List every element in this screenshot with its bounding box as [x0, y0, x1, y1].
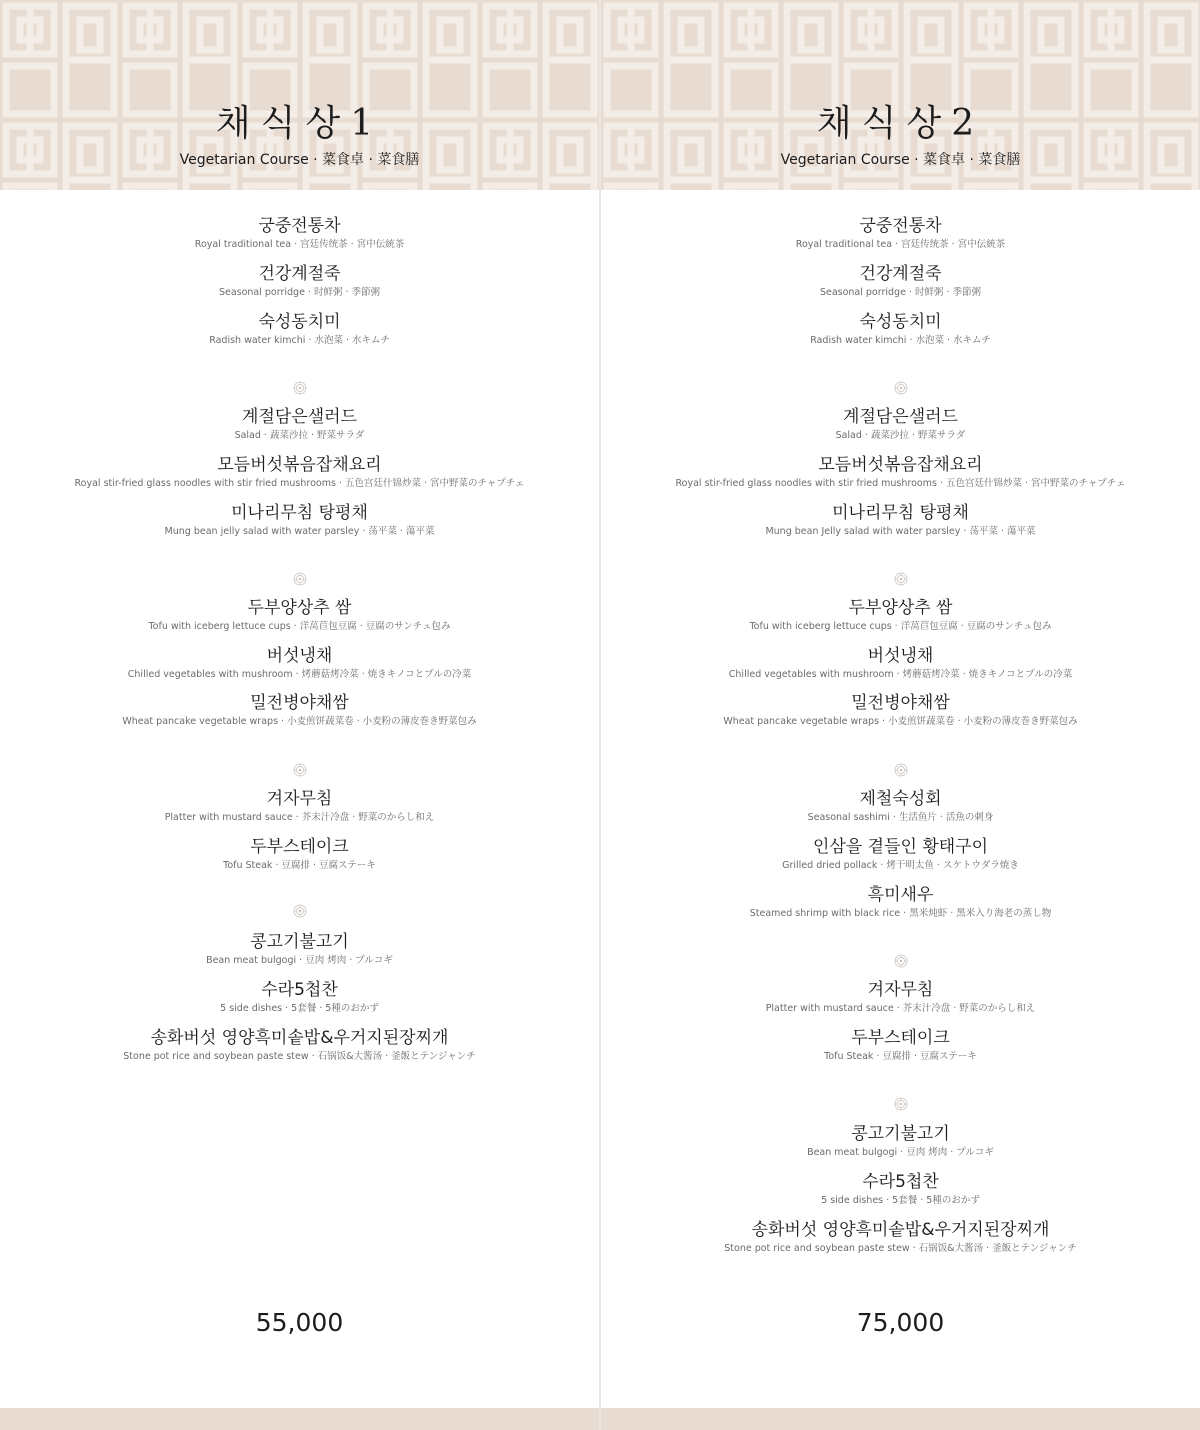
menu-page-right [601, 0, 1200, 1430]
dish-name-korean: 숙성동치미 [859, 312, 942, 332]
menu-item [601, 836, 1200, 872]
dish-translation: Wheat pancake vegetable wraps · 小麦煎饼蔬菜卷 · 小麦粉の薄皮巻き野菜包み [122, 716, 477, 727]
menu-item [601, 454, 1200, 490]
course-price: 55,000 [255, 1308, 344, 1337]
dish-translation: Tofu with iceberg lettuce cups · 洋莴苣包豆腐 · 豆腐のサンチュ包み [749, 621, 1052, 632]
menu-item [601, 788, 1200, 824]
dish-name-korean: 흑미새우 [867, 885, 934, 905]
dish-name-korean: 제철숙성회 [859, 789, 942, 809]
dish-translation: Chilled vegetables with mushroom · 烤蘑菇烤冷菜 · 焼きキノコとプルの冷菜 [127, 669, 472, 680]
dish-translation: Seasonal porridge · 时鲜粥 · 季節粥 [819, 287, 982, 298]
menu-item [0, 215, 599, 251]
dish-name-korean: 숙성동치미 [258, 312, 341, 332]
menu-item [0, 263, 599, 299]
course-subtitle: Vegetarian Course · 菜食卓 · 菜食膳 [179, 152, 420, 168]
menu-item [601, 406, 1200, 442]
menu-item [601, 645, 1200, 681]
course-subtitle: Vegetarian Course · 菜食卓 · 菜食膳 [780, 152, 1021, 168]
dish-name-korean: 콩고기불고기 [250, 932, 349, 952]
menu-item [601, 692, 1200, 728]
dish-translation: Grilled dried pollack · 烤干明太鱼 · スケトウダラ焼き [782, 860, 1019, 871]
menu-item [0, 931, 599, 967]
dish-name-korean: 수라5첩찬 [261, 980, 338, 1000]
menu-item [601, 215, 1200, 251]
menu-item [601, 1123, 1200, 1159]
dish-name-korean: 두부양상추 쌈 [247, 598, 352, 618]
dish-translation: Salad · 蔬菜沙拉 · 野菜サラダ [835, 430, 966, 441]
flower-medallion-icon [894, 954, 908, 968]
page-footer-band [601, 1408, 1200, 1430]
dish-translation: 5 side dishes · 5套餐 · 5種のおかず [220, 1003, 379, 1014]
dish-name-korean: 계절담은샐러드 [843, 407, 958, 427]
menu-item [0, 1027, 599, 1063]
dish-translation: Seasonal sashimi · 生活鱼片 · 活魚の刺身 [807, 812, 994, 823]
menu-item [601, 884, 1200, 920]
dish-translation: Salad · 蔬菜沙拉 · 野菜サラダ [234, 430, 365, 441]
dish-name-korean: 겨자무침 [266, 789, 333, 809]
course-title: 채식상2 [816, 103, 985, 144]
course-price: 75,000 [856, 1308, 945, 1337]
dish-name-korean: 미나리무침 탕평채 [231, 503, 368, 523]
flower-medallion-icon [894, 381, 908, 395]
dish-name-korean: 송화버섯 영양흑미솥밥&우거지된장찌개 [751, 1220, 1050, 1240]
menu-item [0, 597, 599, 633]
menu-item [0, 454, 599, 490]
menu-item [0, 311, 599, 347]
dish-translation: Tofu Steak · 豆腐排 · 豆腐ステーキ [223, 860, 376, 871]
dish-translation: Seasonal porridge · 时鲜粥 · 季節粥 [218, 287, 381, 298]
dish-translation: 5 side dishes · 5套餐 · 5種のおかず [821, 1195, 980, 1206]
dish-translation: Bean meat bulgogi · 豆肉 烤肉 · プルコギ [807, 1147, 994, 1158]
dish-translation: Chilled vegetables with mushroom · 烤蘑菇烤冷菜 · 焼きキノコとプルの冷菜 [728, 669, 1073, 680]
dish-name-korean: 궁중전통차 [258, 216, 341, 236]
dish-translation: Stone pot rice and soybean paste stew · 石锅饭&大酱汤 · 釜飯とテンジャンチ [724, 1243, 1077, 1254]
dish-name-korean: 계절담은샐러드 [242, 407, 357, 427]
menu-page-left [0, 0, 599, 1430]
dish-name-korean: 궁중전통차 [859, 216, 942, 236]
dish-name-korean: 건강계절죽 [258, 264, 341, 284]
dish-translation: Radish water kimchi · 水泡菜 · 水キムチ [810, 335, 991, 346]
flower-medallion-icon [894, 1097, 908, 1111]
dish-name-korean: 콩고기불고기 [851, 1124, 950, 1144]
dish-name-korean: 미나리무침 탕평채 [832, 503, 969, 523]
menu-item [601, 1219, 1200, 1255]
dish-translation: Tofu Steak · 豆腐排 · 豆腐ステーキ [824, 1051, 977, 1062]
dish-name-korean: 밀전병야채쌈 [250, 693, 349, 713]
page-header [601, 0, 1200, 190]
dish-name-korean: 두부양상추 쌈 [848, 598, 953, 618]
dish-translation: Platter with mustard sauce · 芥末汁冷盘 · 野菜のからし和え [765, 1003, 1036, 1014]
dish-name-korean: 모듬버섯볶음잡채요리 [217, 455, 382, 475]
dish-translation: Wheat pancake vegetable wraps · 小麦煎饼蔬菜卷 · 小麦粉の薄皮巻き野菜包み [723, 716, 1078, 727]
menu-item [0, 788, 599, 824]
menu-item [601, 1027, 1200, 1063]
menu-item [0, 502, 599, 538]
dish-name-korean: 인삼을 곁들인 황태구이 [812, 837, 989, 857]
dish-name-korean: 밀전병야채쌈 [851, 693, 950, 713]
menu-item [0, 979, 599, 1015]
menu-item [0, 836, 599, 872]
dish-translation: Tofu with iceberg lettuce cups · 洋莴苣包豆腐 · 豆腐のサンチュ包み [148, 621, 451, 632]
flower-medallion-icon [894, 572, 908, 586]
dish-translation: Royal stir-fried glass noodles with stir fried mushrooms · 五色宫廷什锦炒菜 · 宮中野菜のチャプチェ [675, 478, 1126, 489]
dish-translation: Royal stir-fried glass noodles with stir fried mushrooms · 五色宫廷什锦炒菜 · 宮中野菜のチャプチェ [74, 478, 525, 489]
dish-name-korean: 수라5첩찬 [862, 1172, 939, 1192]
dish-name-korean: 버섯냉채 [867, 646, 934, 666]
menu-item [601, 502, 1200, 538]
dish-translation: Steamed shrimp with black rice · 黑米炖虾 · 黑米入り海老の蒸し物 [749, 908, 1052, 919]
menu-item [601, 1171, 1200, 1207]
flower-medallion-icon [894, 763, 908, 777]
dish-name-korean: 겨자무침 [867, 980, 934, 1000]
flower-medallion-icon [293, 572, 307, 586]
dish-translation: Royal traditional tea · 宫廷传统茶 · 宮中伝統茶 [194, 239, 405, 250]
menu-item [0, 645, 599, 681]
dish-translation: Mung bean Jelly salad with water parsley · 荡平菜 · 蕩平菜 [765, 526, 1036, 537]
menu-item [601, 597, 1200, 633]
menu-item [601, 979, 1200, 1015]
dish-name-korean: 두부스테이크 [851, 1028, 950, 1048]
dish-translation: Bean meat bulgogi · 豆肉 烤肉 · プルコギ [206, 955, 393, 966]
dish-name-korean: 송화버섯 영양흑미솥밥&우거지된장찌개 [150, 1028, 449, 1048]
flower-medallion-icon [293, 381, 307, 395]
dish-translation: Stone pot rice and soybean paste stew · 石锅饭&大酱汤 · 釜飯とテンジャンチ [123, 1051, 476, 1062]
flower-medallion-icon [293, 763, 307, 777]
dish-name-korean: 모듬버섯볶음잡채요리 [818, 455, 983, 475]
page-footer-band [0, 1408, 599, 1430]
dish-translation: Royal traditional tea · 宫廷传统茶 · 宮中伝統茶 [795, 239, 1006, 250]
dish-translation: Platter with mustard sauce · 芥末汁冷盘 · 野菜のからし和え [164, 812, 435, 823]
menu-item [0, 692, 599, 728]
menu-item [0, 406, 599, 442]
page-header [0, 0, 599, 190]
flower-medallion-icon [293, 904, 307, 918]
course-title: 채식상1 [215, 103, 384, 144]
menu-item [601, 311, 1200, 347]
dish-name-korean: 버섯냉채 [266, 646, 333, 666]
dish-translation: Mung bean jelly salad with water parsley · 荡平菜 · 蕩平菜 [164, 526, 435, 537]
dish-translation: Radish water kimchi · 水泡菜 · 水キムチ [209, 335, 390, 346]
dish-name-korean: 두부스테이크 [250, 837, 349, 857]
menu-item [601, 263, 1200, 299]
dish-name-korean: 건강계절죽 [859, 264, 942, 284]
